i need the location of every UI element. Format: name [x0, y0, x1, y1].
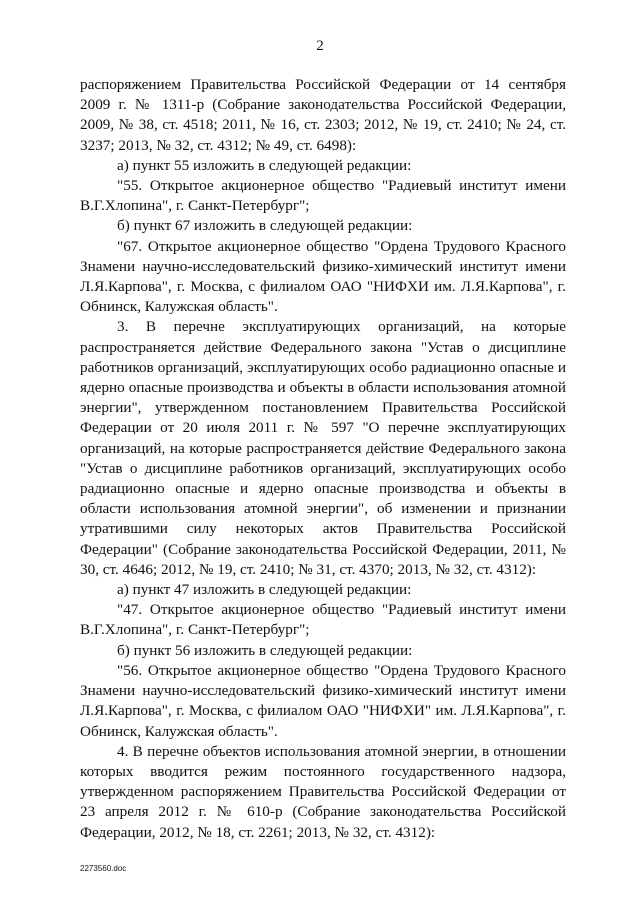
page-number: 2: [316, 38, 324, 54]
paragraph-item-a-55: а) пункт 55 изложить в следующей редакции:: [117, 156, 412, 174]
paragraph-clause-47: "47. Открытое акционерное общество "Радиевый институт имени В.Г.Хлопина", г. Санкт-Петербург";: [80, 601, 566, 639]
document-body: [80, 75, 566, 843]
paragraph-section-3: 3. В перечне эксплуатирующих организаций, на которые распространяется действие Федерального закона "Устав о дисциплине работников организаций, эксплуатирующих особо радиационно опасные и ядерно опасные производства и объекты в области использования атомной энергии", утвержденном постановлением Правительства Российской Федерации от 20 июля 2011 г. № 597 "О перечне эксплуатирующих организаций, на которые распространяется действие Федерального закона "Устав о дисциплине работников организаций, эксплуатирующих особо радиационно опасные и ядерно опасные производства и объекты в области использования атомной энергии", об изменении и признании утратившими силу некоторых актов Правительства Российской Федерации" (Собрание законодательства Российской Федерации, 2011, № 30, ст. 4646; 2012, № 19, ст. 2410; № 31, ст. 4370; 2013, № 32, ст. 4312):: [80, 318, 566, 578]
paragraph-clause-55: "55. Открытое акционерное общество "Радиевый институт имени В.Г.Хлопина", г. Санкт-Петербург";: [80, 177, 566, 215]
paragraph-clause-67: "67. Открытое акционерное общество "Ордена Трудового Красного Знамени научно-исследовательский физико-химический институт имени Л.Я.Карпова", г. Москва, с филиалом ОАО "НИФХИ им. Л.Я.Карпова", г. Обнинск, Калужская область".: [80, 237, 566, 316]
paragraph-item-b-67: б) пункт 67 изложить в следующей редакции:: [117, 217, 413, 235]
paragraph-item-b-56: б) пункт 56 изложить в следующей редакции:: [117, 641, 413, 659]
paragraph-item-a-47: а) пункт 47 изложить в следующей редакции:: [117, 581, 412, 599]
footer-file-code: 2273560.doc: [80, 864, 127, 873]
paragraph-section-4: 4. В перечне объектов использования атомной энергии, в отношении которых вводится режим постоянного государственного надзора, утвержденном распоряжением Правительства Российской Федерации от 23 апреля 2012 г. № 610-р (Собрание законодательства Российской Федерации, 2012, № 18, ст. 2261; 2013, № 32, ст. 4312):: [80, 742, 566, 841]
paragraph-clause-56: "56. Открытое акционерное общество "Ордена Трудового Красного Знамени научно-исследовательский физико-химический институт имени Л.Я.Карпова", г. Москва, с филиалом ОАО "НИФХИ" им. Л.Я.Карпова", г. Обнинск, Калужская область".: [80, 661, 566, 740]
paragraph-continuation: распоряжением Правительства Российской Федерации от 14 сентября 2009 г. № 1311-р (Собрание законодательства Российской Федерации, 2009, № 38, ст. 4518; 2011, № 16, ст. 2303; 2012, № 19, ст. 2410; № 24, ст. 3237; 2013, № 32, ст. 4312; № 49, ст. 6498):: [80, 76, 566, 154]
